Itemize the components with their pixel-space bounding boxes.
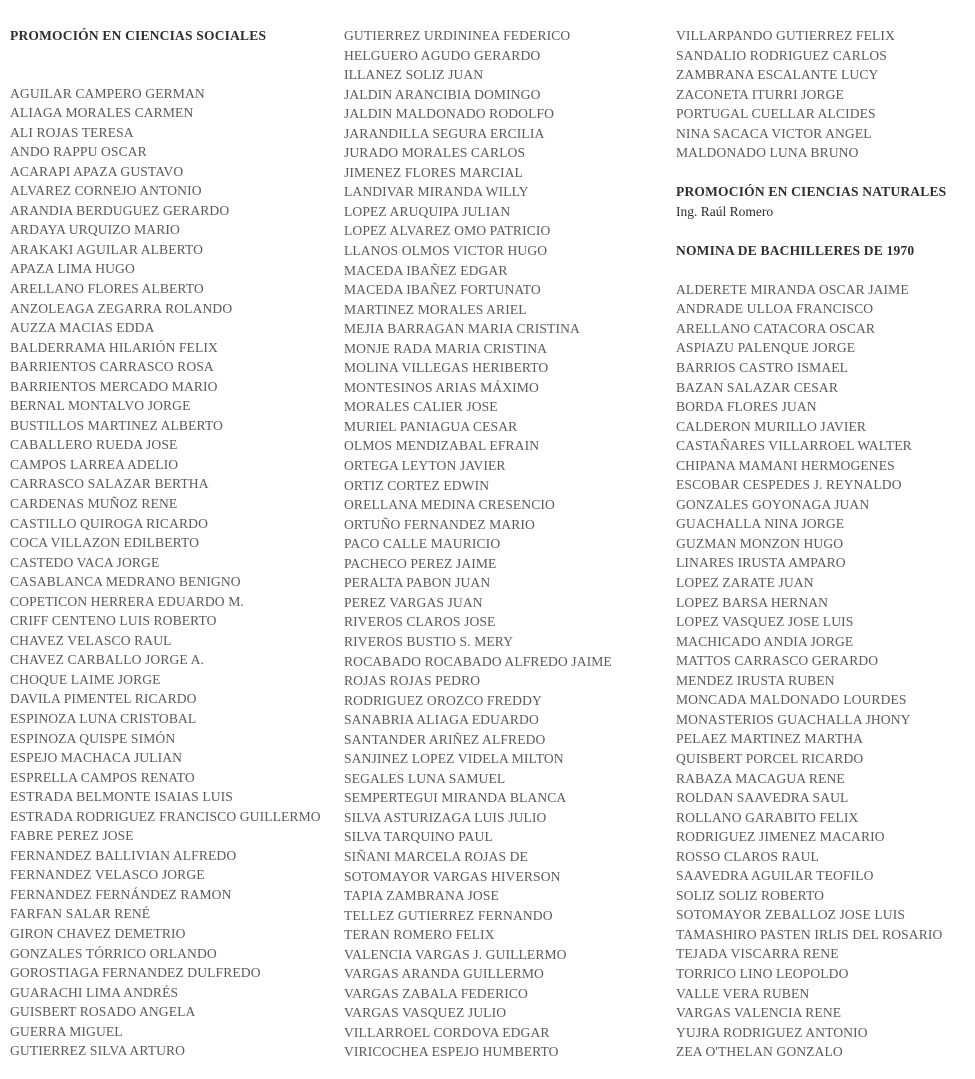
name-entry: SILVA TARQUINO PAUL [344, 829, 493, 845]
name-entry: VIRICOCHEA ESPEJO HUMBERTO [344, 1044, 559, 1060]
name-entry: LANDIVAR MIRANDA WILLY [344, 184, 529, 200]
name-entry: SILVA ASTURIZAGA LUIS JULIO [344, 809, 547, 825]
name-entry: SANJINEZ LOPEZ VIDELA MILTON [344, 751, 564, 767]
name-entry: MEJIA BARRAGAN MARIA CRISTINA [344, 321, 580, 337]
name-entry: LOPEZ ARUQUIPA JULIAN [344, 203, 511, 219]
name-entry: GUARACHI LIMA ANDRÉS [10, 984, 179, 1000]
name-entry: JALDIN ARANCIBIA DOMINGO [344, 86, 541, 102]
spacer [676, 163, 971, 183]
name-entry: ROJAS ROJAS PEDRO [344, 673, 481, 689]
name-entry: MONJE RADA MARIA CRISTINA [344, 340, 548, 356]
name-entry: ORTUÑO FERNANDEZ MARIO [344, 516, 535, 532]
name-entry: MATTOS CARRASCO GERARDO [676, 653, 879, 669]
name-entry: GUTIERREZ SILVA ARTURO [10, 1043, 186, 1059]
name-entry: CAMPOS LARREA ADELIO [10, 456, 179, 472]
name-entry: SOLIZ SOLIZ ROBERTO [676, 887, 825, 903]
name-entry: FERNANDEZ BALLIVIAN ALFREDO [10, 847, 237, 863]
name-entry: ESPINOZA LUNA CRISTOBAL [10, 711, 197, 726]
name-entry: PEREZ VARGAS JUAN [344, 594, 483, 610]
name-entry: CARRASCO SALAZAR BERTHA [10, 476, 209, 492]
name-entry: GOROSTIAGA FERNANDEZ DULFREDO [10, 965, 261, 981]
name-entry: BARRIENTOS CARRASCO ROSA [10, 359, 214, 375]
name-entry: RABAZA MACAGUA RENE [676, 770, 845, 786]
name-entry: RODRIGUEZ JIMENEZ MACARIO [676, 829, 885, 845]
name-entry: GONZALES GOYONAGA JUAN [676, 496, 870, 512]
name-entry: LOPEZ VASQUEZ JOSE LUIS [676, 614, 854, 630]
name-entry: BARRIENTOS MERCADO MARIO [10, 378, 218, 394]
name-entry: ROLLANO GARABITO FELIX [676, 809, 859, 825]
name-entry: BAZAN SALAZAR CESAR [676, 379, 839, 395]
name-entry: JURADO MORALES CARLOS [344, 145, 526, 161]
name-entry: VARGAS VALENCIA RENE [676, 1005, 842, 1021]
name-entry: YUJRA RODRIGUEZ ANTONIO [676, 1024, 868, 1040]
name-entry: ESPEJO MACHACA JULIAN [10, 750, 183, 766]
name-entry: ZACONETA ITURRI JORGE [676, 86, 844, 102]
name-entry: TELLEZ GUTIERREZ FERNANDO [344, 907, 553, 923]
name-entry: ROSSO CLAROS RAUL [676, 848, 819, 864]
name-entry: ORTEGA LEYTON JAVIER [344, 458, 506, 474]
name-entry: SOTOMAYOR VARGAS HIVERSON [344, 868, 561, 884]
name-entry: RIVEROS CLAROS JOSE [344, 614, 496, 630]
name-entry: ESTRADA RODRIGUEZ FRANCISCO GUILLERMO [10, 808, 321, 824]
name-entry: OLMOS MENDIZABAL EFRAIN [344, 438, 540, 454]
name-entry: GUERRA MIGUEL [10, 1023, 123, 1039]
name-entry: LOPEZ ZARATE JUAN [676, 575, 814, 591]
name-entry: PORTUGAL CUELLAR ALCIDES [676, 106, 876, 122]
name-entry: MALDONADO LUNA BRUNO [676, 145, 859, 161]
name-entry: GUTIERREZ URDININEA FEDERICO [344, 28, 571, 43]
name-entry: CHAVEZ CARBALLO JORGE A. [10, 652, 204, 668]
name-entry: SANABRIA ALIAGA EDUARDO [344, 712, 539, 728]
name-entry: MACEDA IBAÑEZ EDGAR [344, 262, 508, 278]
name-entry: MONTESINOS ARIAS MÁXIMO [344, 379, 539, 395]
name-entry: CHAVEZ VELASCO RAUL [10, 632, 172, 648]
name-entry: LOPEZ ALVAREZ OMO PATRICIO [344, 223, 551, 239]
name-entry: ALI ROJAS TERESA [10, 124, 134, 140]
name-entry: RODRIGUEZ OROZCO FREDDY [344, 692, 542, 708]
name-entry: FARFAN SALAR RENÉ [10, 906, 151, 922]
name-entry: CASABLANCA MEDRANO BENIGNO [10, 574, 241, 590]
spacer [676, 221, 971, 241]
name-entry: VALLE VERA RUBEN [676, 985, 810, 1001]
name-entry: GONZALES TÓRRICO ORLANDO [10, 945, 217, 961]
name-entry: MONASTERIOS GUACHALLA JHONY [676, 711, 911, 727]
name-entry: COCA VILLAZON EDILBERTO [10, 535, 200, 551]
name-entry: ANDRADE ULLOA FRANCISCO [676, 301, 874, 317]
name-entry: QUISBERT PORCEL RICARDO [676, 750, 864, 766]
name-entry: JALDIN MALDONADO RODOLFO [344, 106, 555, 122]
column-1 [10, 26, 330, 1061]
name-entry: VARGAS ARANDA GUILLERMO [344, 966, 544, 982]
name-entry: TERAN ROMERO FELIX [344, 927, 495, 943]
name-entry: AUZZA MACIAS EDDA [10, 320, 155, 336]
name-entry: VILLARPANDO GUTIERREZ FELIX [676, 28, 895, 43]
name-entry: SIÑANI MARCELA ROJAS DE [344, 848, 528, 864]
name-entry: ASPIAZU PALENQUE JORGE [676, 340, 856, 356]
name-entry: ANDO RAPPU OSCAR [10, 144, 147, 160]
name-entry: MACHICADO ANDIA JORGE [676, 633, 854, 649]
name-entry: ESTRADA BELMONTE ISAIAS LUIS [10, 789, 233, 805]
name-entry: VILLARROEL CORDOVA EDGAR [344, 1024, 550, 1040]
name-entry: SANDALIO RODRIGUEZ CARLOS [676, 47, 887, 63]
name-entry: ACARAPI APAZA GUSTAVO [10, 163, 184, 179]
sociales-list [10, 84, 330, 1061]
name-entry: ALVAREZ CORNEJO ANTONIO [10, 183, 202, 199]
naturales-teacher: Ing. Raúl Romero [676, 203, 774, 219]
name-entry: FERNANDEZ VELASCO JORGE [10, 867, 205, 883]
name-entry: PACO CALLE MAURICIO [344, 536, 501, 552]
name-entry: SOTOMAYOR ZEBALLOZ JOSE LUIS [676, 907, 906, 923]
name-entry: ZAMBRANA ESCALANTE LUCY [676, 67, 879, 83]
name-entry: ALDERETE MIRANDA OSCAR JAIME [676, 281, 909, 297]
name-entry: BARRIOS CASTRO ISMAEL [676, 360, 849, 376]
name-entry: ORTIZ CORTEZ EDWIN [344, 477, 490, 493]
name-entry: CARDENAS MUÑOZ RENE [10, 495, 178, 511]
name-entry: COPETICON HERRERA EDUARDO M. [10, 593, 244, 609]
name-entry: CASTAÑARES VILLARROEL WALTER [676, 438, 912, 454]
heading-ciencias-sociales: PROMOCIÓN EN CIENCIAS SOCIALES [10, 28, 267, 43]
name-entry: BERNAL MONTALVO JORGE [10, 398, 191, 414]
name-entry: GUISBERT ROSADO ANGELA [10, 1004, 196, 1020]
name-entry: ORELLANA MEDINA CRESENCIO [344, 497, 555, 513]
name-entry: TAMASHIRO PASTEN IRLIS DEL ROSARIO [676, 926, 943, 942]
name-entry: MARTINEZ MORALES ARIEL [344, 301, 527, 317]
name-entry: BORDA FLORES JUAN [676, 399, 817, 415]
name-entry: LLANOS OLMOS VICTOR HUGO [344, 243, 548, 259]
name-entry: ARDAYA URQUIZO MARIO [10, 222, 180, 238]
name-entry: MONCADA MALDONADO LOURDES [676, 692, 907, 708]
name-entry: ALIAGA MORALES CARMEN [10, 105, 194, 121]
name-entry: GUZMAN MONZON HUGO [676, 535, 844, 551]
name-entry: ESPRELLA CAMPOS RENATO [10, 769, 195, 785]
name-entry: CALDERON MURILLO JAVIER [676, 418, 867, 434]
name-entry: ESCOBAR CESPEDES J. REYNALDO [676, 477, 902, 493]
sociales-list-continued [344, 26, 664, 1062]
name-entry: CASTILLO QUIROGA RICARDO [10, 515, 209, 531]
name-entry: MURIEL PANIAGUA CESAR [344, 418, 518, 434]
name-entry: HELGUERO AGUDO GERARDO [344, 47, 541, 63]
name-entry: ARANDIA BERDUGUEZ GERARDO [10, 202, 230, 218]
name-entry: DAVILA PIMENTEL RICARDO [10, 691, 197, 707]
name-entry: PELAEZ MARTINEZ MARTHA [676, 731, 864, 747]
sociales-list-end [676, 26, 971, 163]
name-entry: BUSTILLOS MARTINEZ ALBERTO [10, 417, 223, 433]
name-entry: NINA SACACA VICTOR ANGEL [676, 125, 872, 141]
name-entry: ROLDAN SAAVEDRA SAUL [676, 790, 849, 806]
name-entry: MORALES CALIER JOSE [344, 399, 498, 415]
name-entry: ARELLANO CATACORA OSCAR [676, 320, 876, 336]
name-entry: SEGALES LUNA SAMUEL [344, 770, 506, 786]
heading-bachilleres-1970: NOMINA DE BACHILLERES DE 1970 [676, 242, 915, 258]
name-entry: VARGAS ZABALA FEDERICO [344, 985, 528, 1001]
name-entry: PACHECO PEREZ JAIME [344, 555, 497, 571]
name-entry: VALENCIA VARGAS J. GUILLERMO [344, 946, 567, 962]
name-entry: MACEDA IBAÑEZ FORTUNATO [344, 282, 541, 298]
name-entry: SANTANDER ARIÑEZ ALFREDO [344, 731, 546, 747]
name-entry: LINARES IRUSTA AMPARO [676, 555, 846, 571]
name-entry: FABRE PEREZ JOSE [10, 828, 134, 844]
name-entry: ARELLANO FLORES ALBERTO [10, 280, 204, 296]
name-entry: CHIPANA MAMANI HERMOGENES [676, 457, 895, 473]
name-entry: RIVEROS BUSTIO S. MERY [344, 633, 514, 649]
name-entry: SAAVEDRA AGUILAR TEOFILO [676, 868, 874, 884]
name-entry: JARANDILLA SEGURA ERCILIA [344, 125, 545, 141]
name-entry: ARAKAKI AGUILAR ALBERTO [10, 241, 204, 257]
name-entry: GIRON CHAVEZ DEMETRIO [10, 926, 186, 942]
name-entry: BALDERRAMA HILARIÓN FELIX [10, 339, 218, 355]
column-3 [676, 26, 971, 1062]
name-entry: CASTEDO VACA JORGE [10, 554, 160, 570]
name-entry: MENDEZ IRUSTA RUBEN [676, 672, 835, 688]
name-entry: CRIFF CENTENO LUIS ROBERTO [10, 613, 217, 629]
name-entry: FERNANDEZ FERNÁNDEZ RAMON [10, 886, 232, 902]
name-entry: JIMENEZ FLORES MARCIAL [344, 164, 523, 180]
name-entry: ANZOLEAGA ZEGARRA ROLANDO [10, 300, 233, 316]
spacer [676, 260, 971, 280]
heading-ciencias-naturales: PROMOCIÓN EN CIENCIAS NATURALES [676, 184, 947, 200]
name-entry: ROCABADO ROCABADO ALFREDO JAIME [344, 653, 612, 669]
name-entry: GUACHALLA NINA JORGE [676, 516, 845, 532]
name-entry: ZEA O'THELAN GONZALO [676, 1044, 843, 1060]
name-entry: CABALLERO RUEDA JOSE [10, 437, 178, 453]
name-entry: AGUILAR CAMPERO GERMAN [10, 85, 205, 101]
name-entry: ILLANEZ SOLIZ JUAN [344, 67, 484, 83]
column-2 [344, 26, 664, 1062]
name-entry: TEJADA VISCARRA RENE [676, 946, 839, 962]
name-entry: ESPINOZA QUISPE SIMÓN [10, 730, 176, 746]
name-entry: CHOQUE LAIME JORGE [10, 671, 161, 687]
name-entry: MOLINA VILLEGAS HERIBERTO [344, 360, 549, 376]
name-entry: TAPIA ZAMBRANA JOSE [344, 888, 499, 904]
name-entry: VARGAS VASQUEZ JULIO [344, 1005, 507, 1021]
name-entry: SEMPERTEGUI MIRANDA BLANCA [344, 790, 567, 806]
name-entry: TORRICO LINO LEOPOLDO [676, 965, 849, 981]
bachilleres-list [676, 280, 971, 1062]
name-entry: PERALTA PABON JUAN [344, 575, 491, 591]
name-entry: APAZA LIMA HUGO [10, 261, 135, 277]
name-entry: LOPEZ BARSA HERNAN [676, 594, 829, 610]
